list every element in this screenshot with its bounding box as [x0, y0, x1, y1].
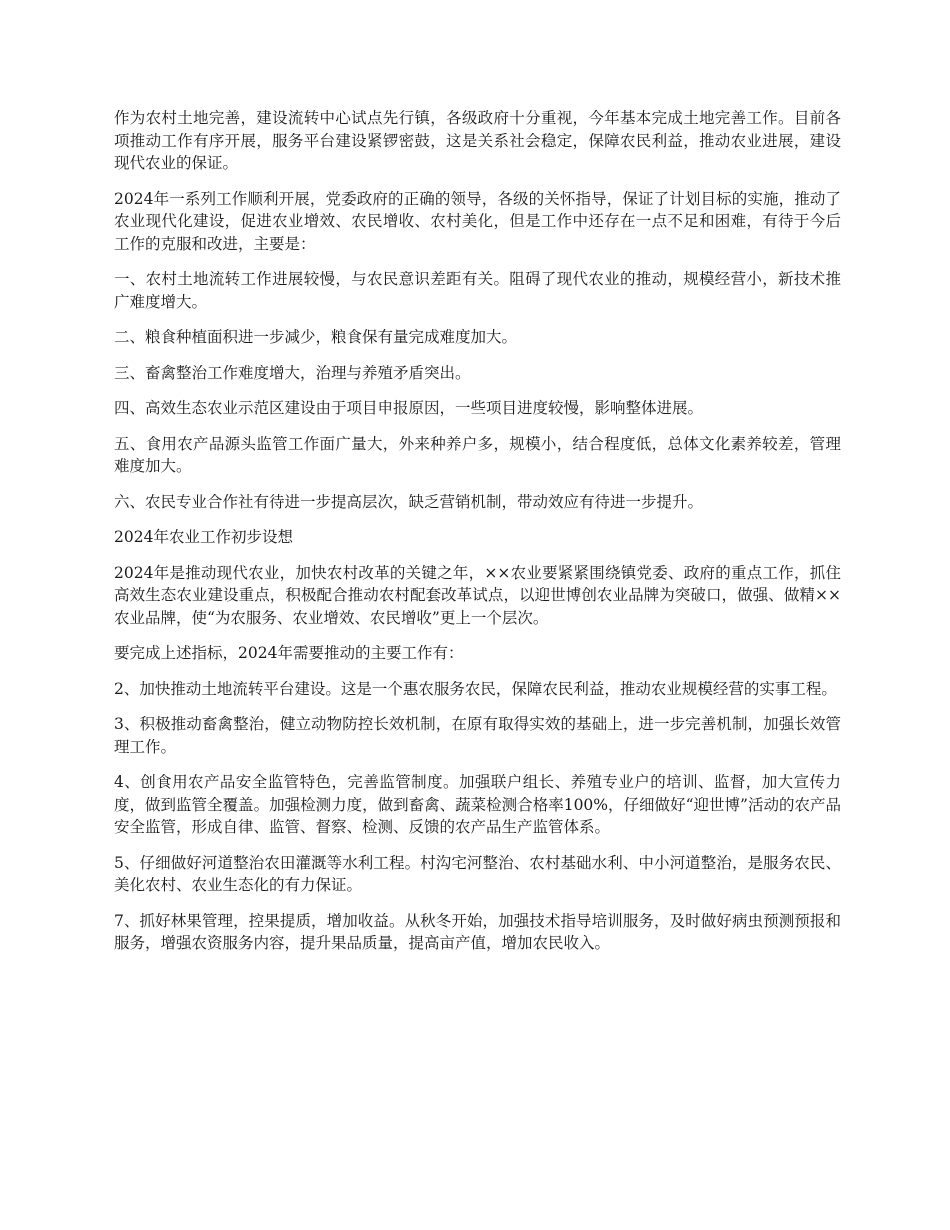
paragraph-task-4: 4、创食用农产品安全监管特色，完善监管制度。加强联户组长、养殖专业户的培训、监督，加大宣传力度，做到监管全覆盖。加强检测力度，做到畜禽、蔬菜检测合格率100%，仔细做好“迎世博”活动的农产品安全监管，形成自律、监管、督察、检测、反馈的农产品生产监管体系。 [114, 773, 841, 836]
paragraph-tasks-intro: 要完成上述指标，2024年需要推动的主要工作有： [114, 644, 464, 662]
paragraph-issue-5: 五、食用农产品源头监管工作面广量大，外来种养户多，规模小，结合程度低，总体文化素养较差，管理难度加大。 [114, 434, 841, 475]
paragraph-plan-intro: 2024年是推动现代农业，加快农村改革的关键之年，××农业要紧紧围绕镇党委、政府的重点工作，抓住高效生态农业建设重点，积极配合推动农村配套改革试点，以迎世博创农业品牌为突破口，做强、做精××农业品牌，使“为农服务、农业增效、农民增收”更上一个层次。 [114, 563, 841, 627]
paragraph-task-5: 5、仔细做好河道整治农田灌溉等水利工程。村沟宅河整治、农村基础水利、中小河道整治，是服务农民、美化农村、农业生态化的有力保证。 [114, 853, 841, 894]
document-body [114, 107, 841, 968]
paragraph-task-3: 3、积极推动畜禽整治，健立动物防控长效机制，在原有取得实效的基础上，进一步完善机制，加强长效管理工作。 [114, 715, 841, 756]
paragraph-issue-4: 四、高效生态农业示范区建设由于项目申报原因，一些项目进度较慢，影响整体进展。 [114, 399, 704, 417]
paragraph-task-7: 7、抓好林果管理，控果提质，增加收益。从秋冬开始，加强技术指导培训服务，及时做好病虫预测预报和服务，增强农资服务内容，提升果品质量，提高亩产值，增加农民收入。 [114, 911, 841, 952]
paragraph-issue-3: 三、畜禽整治工作难度增大，治理与养殖矛盾突出。 [114, 363, 471, 382]
paragraph-summary: 2024年一系列工作顺利开展，党委政府的正确的领导，各级的关怀指导，保证了计划目标的实施，推动了农业现代化建设，促进农业增效、农民增收、农村美化，但是工作中还存在一点不足和困难，有待于今后工作的克服和改进，主要是： [114, 189, 841, 253]
paragraph-task-2: 2、加快推动土地流转平台建设。这是一个惠农服务农民，保障农民利益，推动农业规模经营的实事工程。 [114, 679, 837, 698]
paragraph-issue-6: 六、农民专业合作社有待进一步提高层次，缺乏营销机制，带动效应有待进一步提升。 [114, 492, 704, 511]
section-heading: 2024年农业工作初步设想 [114, 528, 293, 546]
paragraph-issue-1: 一、农村土地流转工作进展较慢，与农民意识差距有关。阻碍了现代农业的推动，规模经营小，新技术推广难度增大。 [114, 270, 841, 311]
paragraph-issue-2: 二、粮食种植面积进一步减少，粮食保有量完成难度加大。 [114, 328, 518, 346]
paragraph-intro: 作为农村土地完善，建设流转中心试点先行镇，各级政府十分重视，今年基本完成土地完善工作。目前各项推动工作有序开展，服务平台建设紧锣密鼓，这是关系社会稳定，保障农民利益，推动农业进展，建设现代农业的保证。 [114, 109, 841, 172]
